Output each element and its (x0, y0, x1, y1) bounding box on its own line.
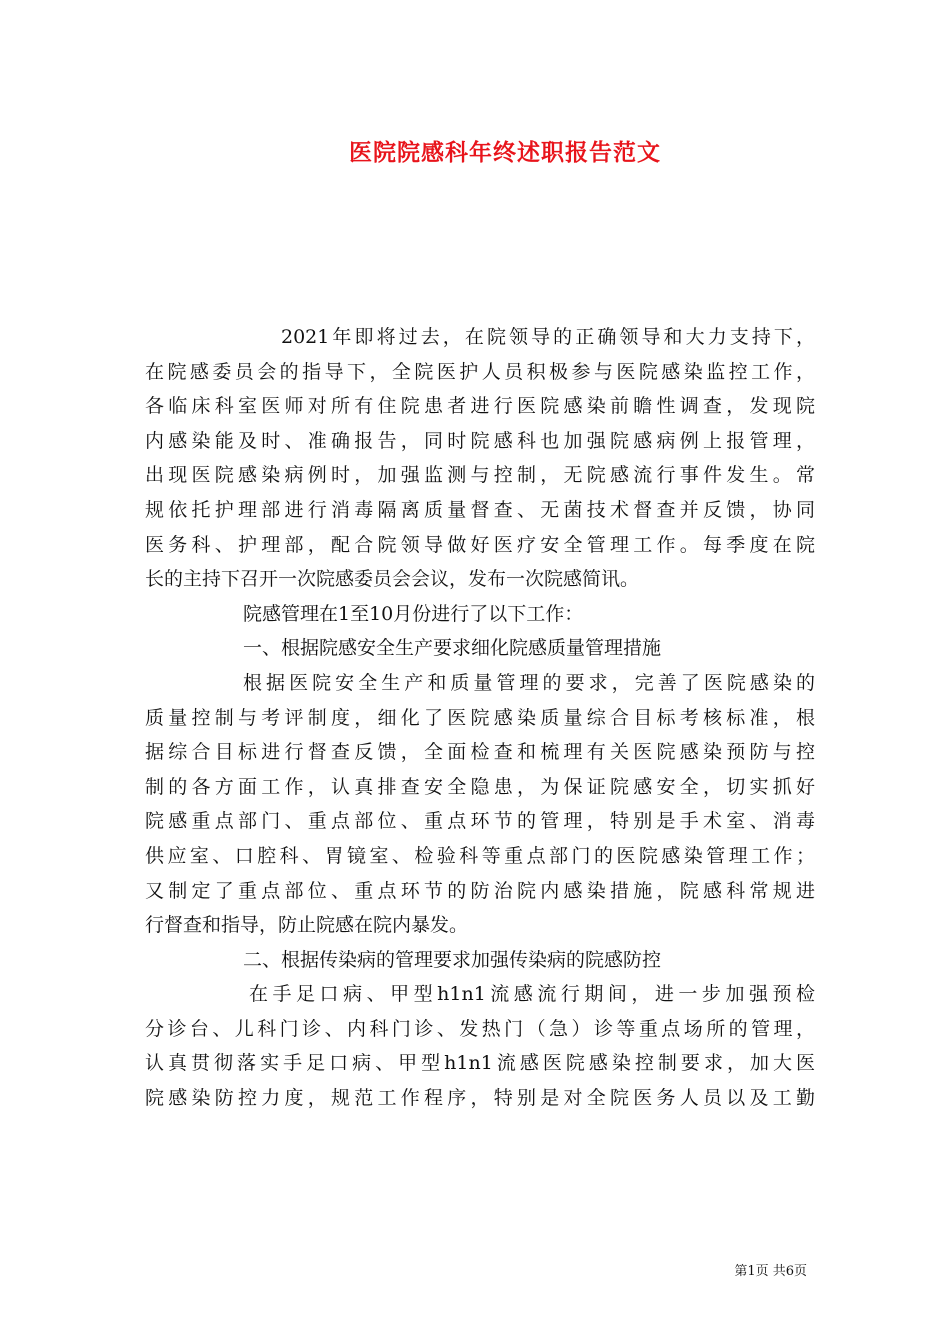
page-number: 第1页 共6页 (734, 1264, 807, 1279)
paragraph-line: 据综合目标进行督查反馈，全面检查和梳理有关医院感染预防与控 (145, 741, 815, 764)
paragraph-line: 认真贯彻落实手足口病、甲型h1n1流感医院感染控制要求，加大医 (145, 1052, 815, 1075)
paragraph-line: 院感管理在1至10月份进行了以下工作： (243, 602, 584, 625)
paragraph-line: 长的主持下召开一次院感委员会会议，发布一次院感简讯。 (145, 568, 640, 591)
paragraph-line: 制的各方面工作，认真排查安全隐患，为保证院感安全，切实抓好 (145, 775, 815, 798)
paragraph-line: 2021年即将过去，在院领导的正确领导和大力支持下， (281, 326, 815, 348)
paragraph-line: 出现医院感染病例时，加强监测与控制，无院感流行事件发生。常 (145, 464, 815, 487)
section-heading: 二、根据传染病的管理要求加强传染病的院感防控 (243, 948, 662, 971)
paragraph-line: 院感染防控力度，规范工作程序，特别是对全院医务人员以及工勤 (145, 1087, 815, 1110)
document-body (145, 320, 815, 1116)
section-heading: 一、根据院感安全生产要求细化院感质量管理措施 (243, 637, 662, 660)
paragraph-line: 质量控制与考评制度，细化了医院感染质量综合目标考核标准，根 (145, 706, 815, 729)
paragraph-line: 规依托护理部进行消毒隔离质量督查、无菌技术督查并反馈，协同 (145, 498, 815, 521)
document-title: 医院院感科年终述职报告范文 (349, 139, 661, 166)
paragraph-line: 行督查和指导，防止院感在院内暴发。 (145, 914, 469, 937)
paragraph-line: 内感染能及时、准确报告，同时院感科也加强院感病例上报管理， (145, 429, 815, 452)
paragraph-line: 在手足口病、甲型h1n1流感流行期间，进一步加强预检 (249, 983, 815, 1006)
paragraph-line: 供应室、口腔科、胃镜室、检验科等重点部门的医院感染管理工作； (145, 844, 815, 867)
paragraph-line: 在院感委员会的指导下，全院医护人员积极参与医院感染监控工作， (145, 360, 815, 383)
paragraph-line: 院感重点部门、重点部位、重点环节的管理，特别是手术室、消毒 (145, 810, 815, 833)
paragraph-line: 又制定了重点部位、重点环节的防治院内感染措施，院感科常规进 (145, 879, 815, 902)
paragraph-line: 各临床科室医师对所有住院患者进行医院感染前瞻性调查，发现院 (145, 395, 815, 418)
paragraph-line: 根据医院安全生产和质量管理的要求，完善了医院感染的 (243, 671, 815, 694)
paragraph-line: 医务科、护理部，配合院领导做好医疗安全管理工作。每季度在院 (145, 533, 815, 556)
paragraph-line: 分诊台、儿科门诊、内科门诊、发热门（急）诊等重点场所的管理， (145, 1017, 815, 1040)
